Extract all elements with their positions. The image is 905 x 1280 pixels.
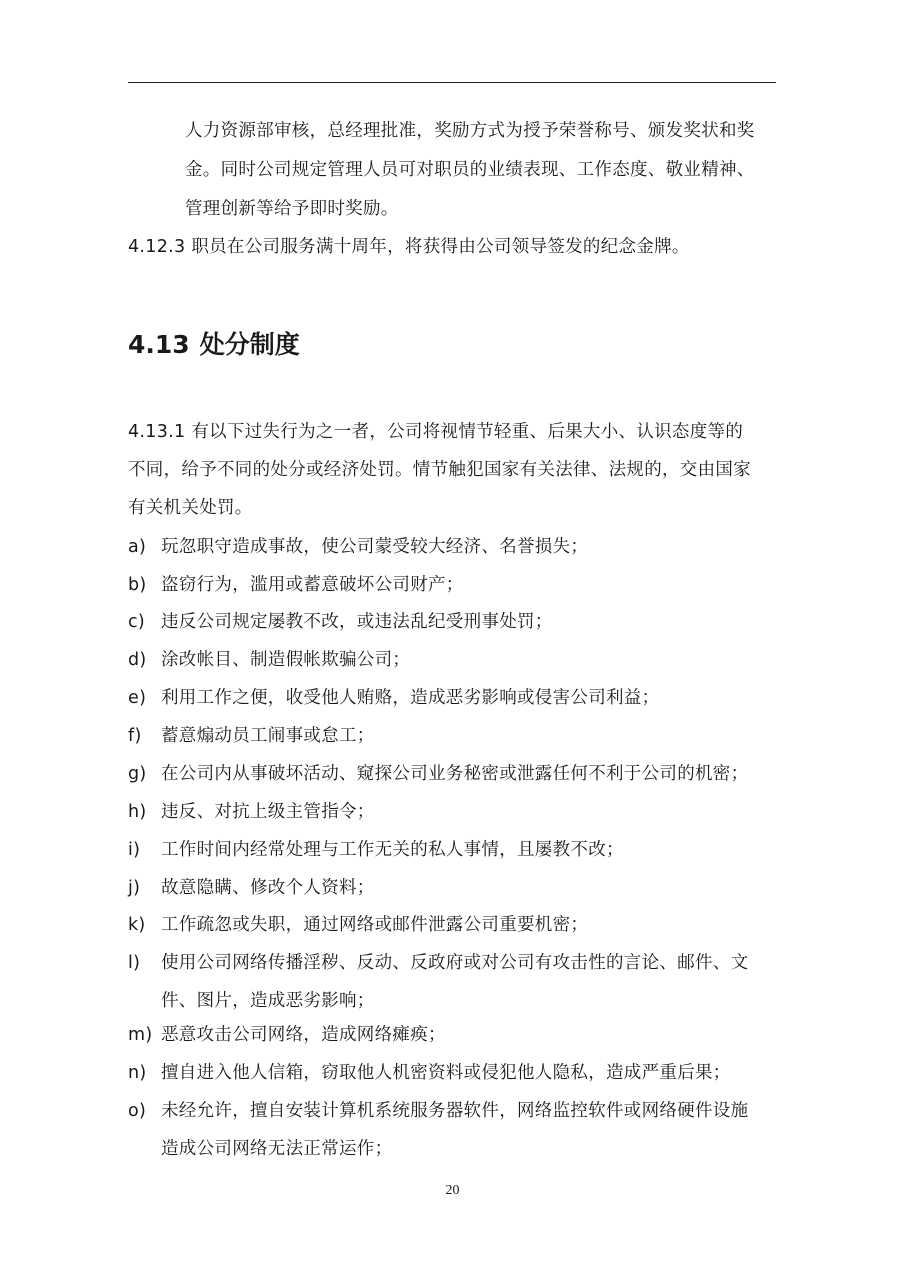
list-item: [128, 724, 375, 748]
list-item: [128, 838, 624, 862]
list-item-text: 故意隐瞒、修改个人资料；: [161, 878, 375, 898]
list-item: [128, 1099, 748, 1123]
paragraph-line: 人力资源部审核，总经理批准，奖励方式为授予荣誉称号、颁发奖状和奖: [185, 121, 755, 141]
list-item-text: 工作时间内经常处理与工作无关的私人事情，且屡教不改；: [161, 840, 624, 860]
list-item: [128, 876, 375, 900]
header-rule: [128, 82, 776, 83]
list-item-marker: m): [128, 1025, 153, 1045]
list-item-text: 在公司内从事破坏活动、窥探公司业务秘密或泄露任何不利于公司的机密；: [161, 764, 749, 784]
list-item-marker: a): [128, 537, 147, 557]
section-heading: [128, 328, 300, 362]
list-item: [128, 686, 659, 710]
paragraph-line: 管理创新等给予即时奖励。: [185, 199, 399, 219]
list-item-marker: e): [128, 688, 147, 708]
list-item-continuation: 造成公司网络无法正常运作；: [161, 1139, 393, 1159]
list-item-text: 未经允许，擅自安装计算机系统服务器软件，网络监控软件或网络硬件设施: [161, 1101, 749, 1121]
clause-4-12-3: 4.12.3 职员在公司服务满十周年，将获得由公司领导签发的纪念金牌。: [128, 237, 690, 257]
list-item: [128, 610, 553, 634]
list-item-marker: n): [128, 1063, 147, 1083]
list-item: [128, 800, 375, 824]
list-item-text: 盗窃行为，滥用或蓄意破坏公司财产；: [161, 575, 464, 595]
clause-4-13-1-line: 4.13.1 有以下过失行为之一者，公司将视情节轻重、后果大小、认识态度等的: [128, 422, 744, 442]
list-item-marker: k): [128, 915, 146, 935]
page-number: 20: [445, 1183, 460, 1198]
list-item: [128, 648, 410, 672]
list-item-text: 恶意攻击公司网络，造成网络瘫痪；: [161, 1025, 446, 1045]
list-item: [128, 1023, 446, 1047]
list-item-marker: b): [128, 575, 147, 595]
list-item-marker: f): [128, 726, 142, 746]
list-item-text: 利用工作之便，收受他人贿赂，造成恶劣影响或侵害公司利益；: [161, 688, 660, 708]
list-item-text: 工作疏忽或失职，通过网络或邮件泄露公司重要机密；: [161, 915, 589, 935]
section-number: 4.13: [128, 330, 190, 359]
list-item-marker: c): [128, 612, 146, 632]
list-item-text: 使用公司网络传播淫秽、反动、反政府或对公司有攻击性的言论、邮件、文: [161, 953, 749, 973]
list-item: [128, 762, 748, 786]
list-item-text: 擅自进入他人信箱，窃取他人机密资料或侵犯他人隐私，造成严重后果；: [161, 1063, 731, 1083]
list-item-marker: o): [128, 1101, 147, 1121]
list-item-marker: l): [128, 953, 141, 973]
list-item-text: 违反、对抗上级主管指令；: [161, 802, 375, 822]
list-item-text: 涂改帐目、制造假帐欺骗公司；: [161, 650, 411, 670]
list-item: [128, 1061, 731, 1085]
paragraph-line: 金。同时公司规定管理人员可对职员的业绩表现、工作态度、敬业精神、: [185, 160, 755, 180]
list-item: [128, 573, 464, 597]
list-item-marker: j): [128, 878, 141, 898]
list-item: [128, 913, 588, 937]
list-item-marker: d): [128, 650, 147, 670]
list-item-marker: h): [128, 802, 147, 822]
clause-4-13-1-line: 不同，给予不同的处分或经济处罚。情节触犯国家有关法律、法规的，交由国家: [128, 460, 751, 480]
list-item-text: 违反公司规定屡教不改，或违法乱纪受刑事处罚；: [161, 612, 553, 632]
list-item-text: 蓄意煽动员工闹事或怠工；: [161, 726, 375, 746]
list-item-continuation: 件、图片，造成恶劣影响；: [161, 991, 375, 1011]
list-item: [128, 535, 588, 559]
list-item-text: 玩忽职守造成事故，使公司蒙受较大经济、名誉损失；: [161, 537, 589, 557]
section-title: 处分制度: [199, 330, 300, 359]
list-item-marker: g): [128, 764, 147, 784]
list-item: [128, 951, 748, 975]
list-item-marker: i): [128, 840, 141, 860]
clause-4-13-1-line: 有关机关处罚。: [128, 498, 253, 518]
